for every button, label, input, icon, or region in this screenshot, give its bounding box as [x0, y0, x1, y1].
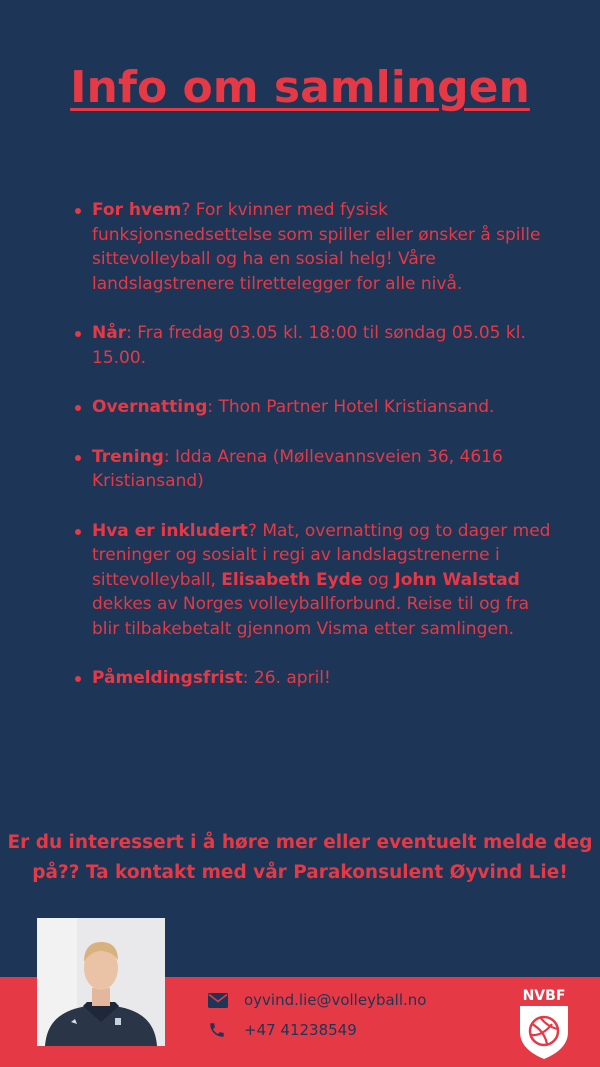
phone-row[interactable]: [208, 1021, 357, 1039]
list-item-for-hvem: [92, 198, 552, 296]
item-label: For hvem: [92, 200, 182, 220]
item-text: og: [362, 569, 395, 590]
email-row[interactable]: [208, 991, 426, 1009]
contact-photo: [37, 918, 165, 1046]
nvbf-logo: [512, 986, 576, 1060]
person-photo-illustration: [37, 918, 165, 1046]
envelope-icon: [208, 991, 230, 1009]
phone-icon: [208, 1021, 230, 1039]
list-item-inkludert: [92, 519, 552, 642]
list-item-naar: [92, 321, 552, 370]
coach-name: John Walstad: [394, 569, 520, 590]
list-item-overnatting: [92, 395, 552, 420]
item-text: : Fra fredag 03.05 kl. 18:00 til søndag 05.05 kl. 15.00.: [92, 323, 526, 368]
item-label: Påmeldingsfrist: [92, 668, 243, 688]
info-list: [92, 198, 552, 716]
item-label: Hva er inkludert: [92, 520, 248, 541]
list-item-trening: [92, 445, 552, 494]
logo-text: NVBF: [522, 988, 566, 1004]
item-text: ? Mat, overnatting og to dager med treninger og sosialt i regi av landslagstrenerne i sittevolleyball,: [92, 520, 551, 590]
phone-text[interactable]: +47 41238549: [244, 1021, 357, 1039]
item-text: : Idda Arena (Møllevannsveien 36, 4616 Kristiansand): [92, 446, 503, 491]
email-text[interactable]: oyvind.lie@volleyball.no: [244, 991, 427, 1009]
item-text: : Thon Partner Hotel Kristiansand.: [207, 397, 495, 417]
item-label: Overnatting: [92, 397, 208, 417]
call-to-action: Er du interessert i å høre mer eller eventuelt melde deg på?? Ta kontakt med vår Parakonsulent Øyvind Lie!: [7, 832, 593, 883]
item-label: Trening: [92, 446, 164, 467]
list-item-frist: [92, 666, 552, 691]
coach-name: Elisabeth Eyde: [221, 569, 363, 590]
page-title: Info om samlingen: [70, 62, 530, 113]
item-text: ? For kvinner med fysisk funksjonsnedsettelse som spiller eller ønsker å spille sittevolleyball og ha en sosial helg! Våre landslagstrenere tilrettelegger for alle nivå.: [92, 200, 541, 294]
item-text: : 26. april!: [242, 668, 331, 688]
item-text: dekkes av Norges volleyballforbund. Reise til og fra blir tilbakebetalt gjennom Visma etter samlingen.: [92, 594, 530, 639]
item-label: Når: [92, 323, 127, 343]
